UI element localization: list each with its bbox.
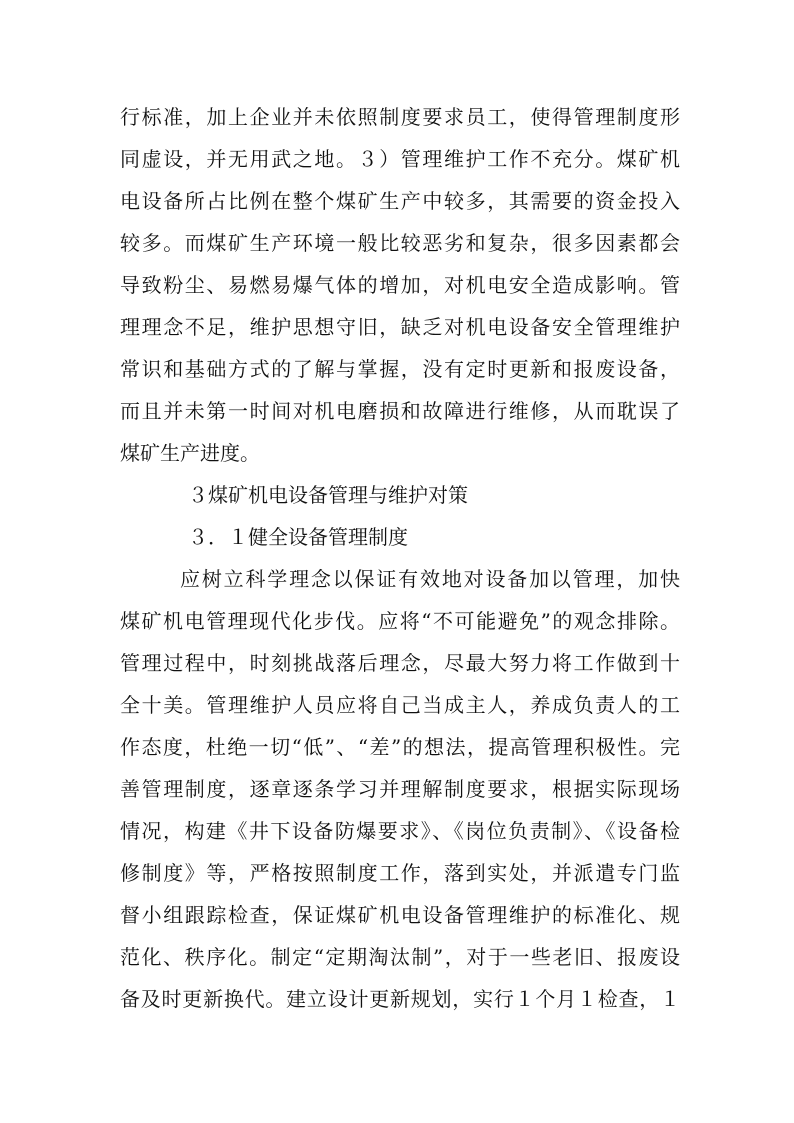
text-line: 导致粉尘、易燃易爆气体的增加，对机电安全造成影响。管	[120, 273, 680, 297]
text-line: 煤矿生产进度。	[120, 441, 260, 465]
text-line: 常识和基础方式的了解与掌握，没有定时更新和报废设备，	[120, 357, 680, 381]
text-line: 煤矿机电管理现代化步伐。应将“不可能避免”的观念排除。	[120, 609, 680, 633]
text-line: 情况，构建《井下设备防爆要求》、《岗位负责制》、《设备检	[120, 819, 680, 843]
text-line: 善管理制度，逐章逐条学习并理解制度要求，根据实际现场	[120, 777, 680, 801]
subsection-heading: ３．１健全设备管理制度	[188, 525, 408, 549]
text-line: 同虚设，并无用武之地。３）管理维护工作不充分。煤矿机	[120, 147, 680, 171]
text-line: 而且并未第一时间对机电磨损和故障进行维修，从而耽误了	[120, 399, 680, 423]
text-line: 管理过程中，时刻挑战落后理念，尽最大努力将工作做到十	[120, 651, 680, 675]
text-line: 应树立科学理念以保证有效地对设备加以管理，加快	[180, 567, 680, 591]
text-line: 理理念不足，维护思想守旧，缺乏对机电设备安全管理维护	[120, 315, 680, 339]
text-line: 全十美。管理维护人员应将自己当成主人，养成负责人的工	[120, 693, 680, 717]
text-line: 行标准，加上企业并未依照制度要求员工，使得管理制度形	[120, 105, 680, 129]
text-line: 作态度，杜绝一切“低”、“差”的想法，提高管理积极性。完	[120, 735, 680, 759]
text-line: 督小组跟踪检查，保证煤矿机电设备管理维护的标准化、规	[120, 903, 680, 927]
text-line: 修制度》等，严格按照制度工作，落到实处，并派遣专门监	[120, 861, 680, 885]
section-heading: ３煤矿机电设备管理与维护对策	[188, 483, 468, 507]
text-line: 范化、秩序化。制定“定期淘汰制”，对于一些老旧、报废设	[120, 945, 680, 969]
text-line: 备及时更新换代。建立设计更新规划，实行１个月１检查，１	[120, 987, 680, 1011]
text-line: 电设备所占比例在整个煤矿生产中较多，其需要的资金投入	[120, 189, 680, 213]
text-line: 较多。而煤矿生产环境一般比较恶劣和复杂，很多因素都会	[120, 231, 680, 255]
